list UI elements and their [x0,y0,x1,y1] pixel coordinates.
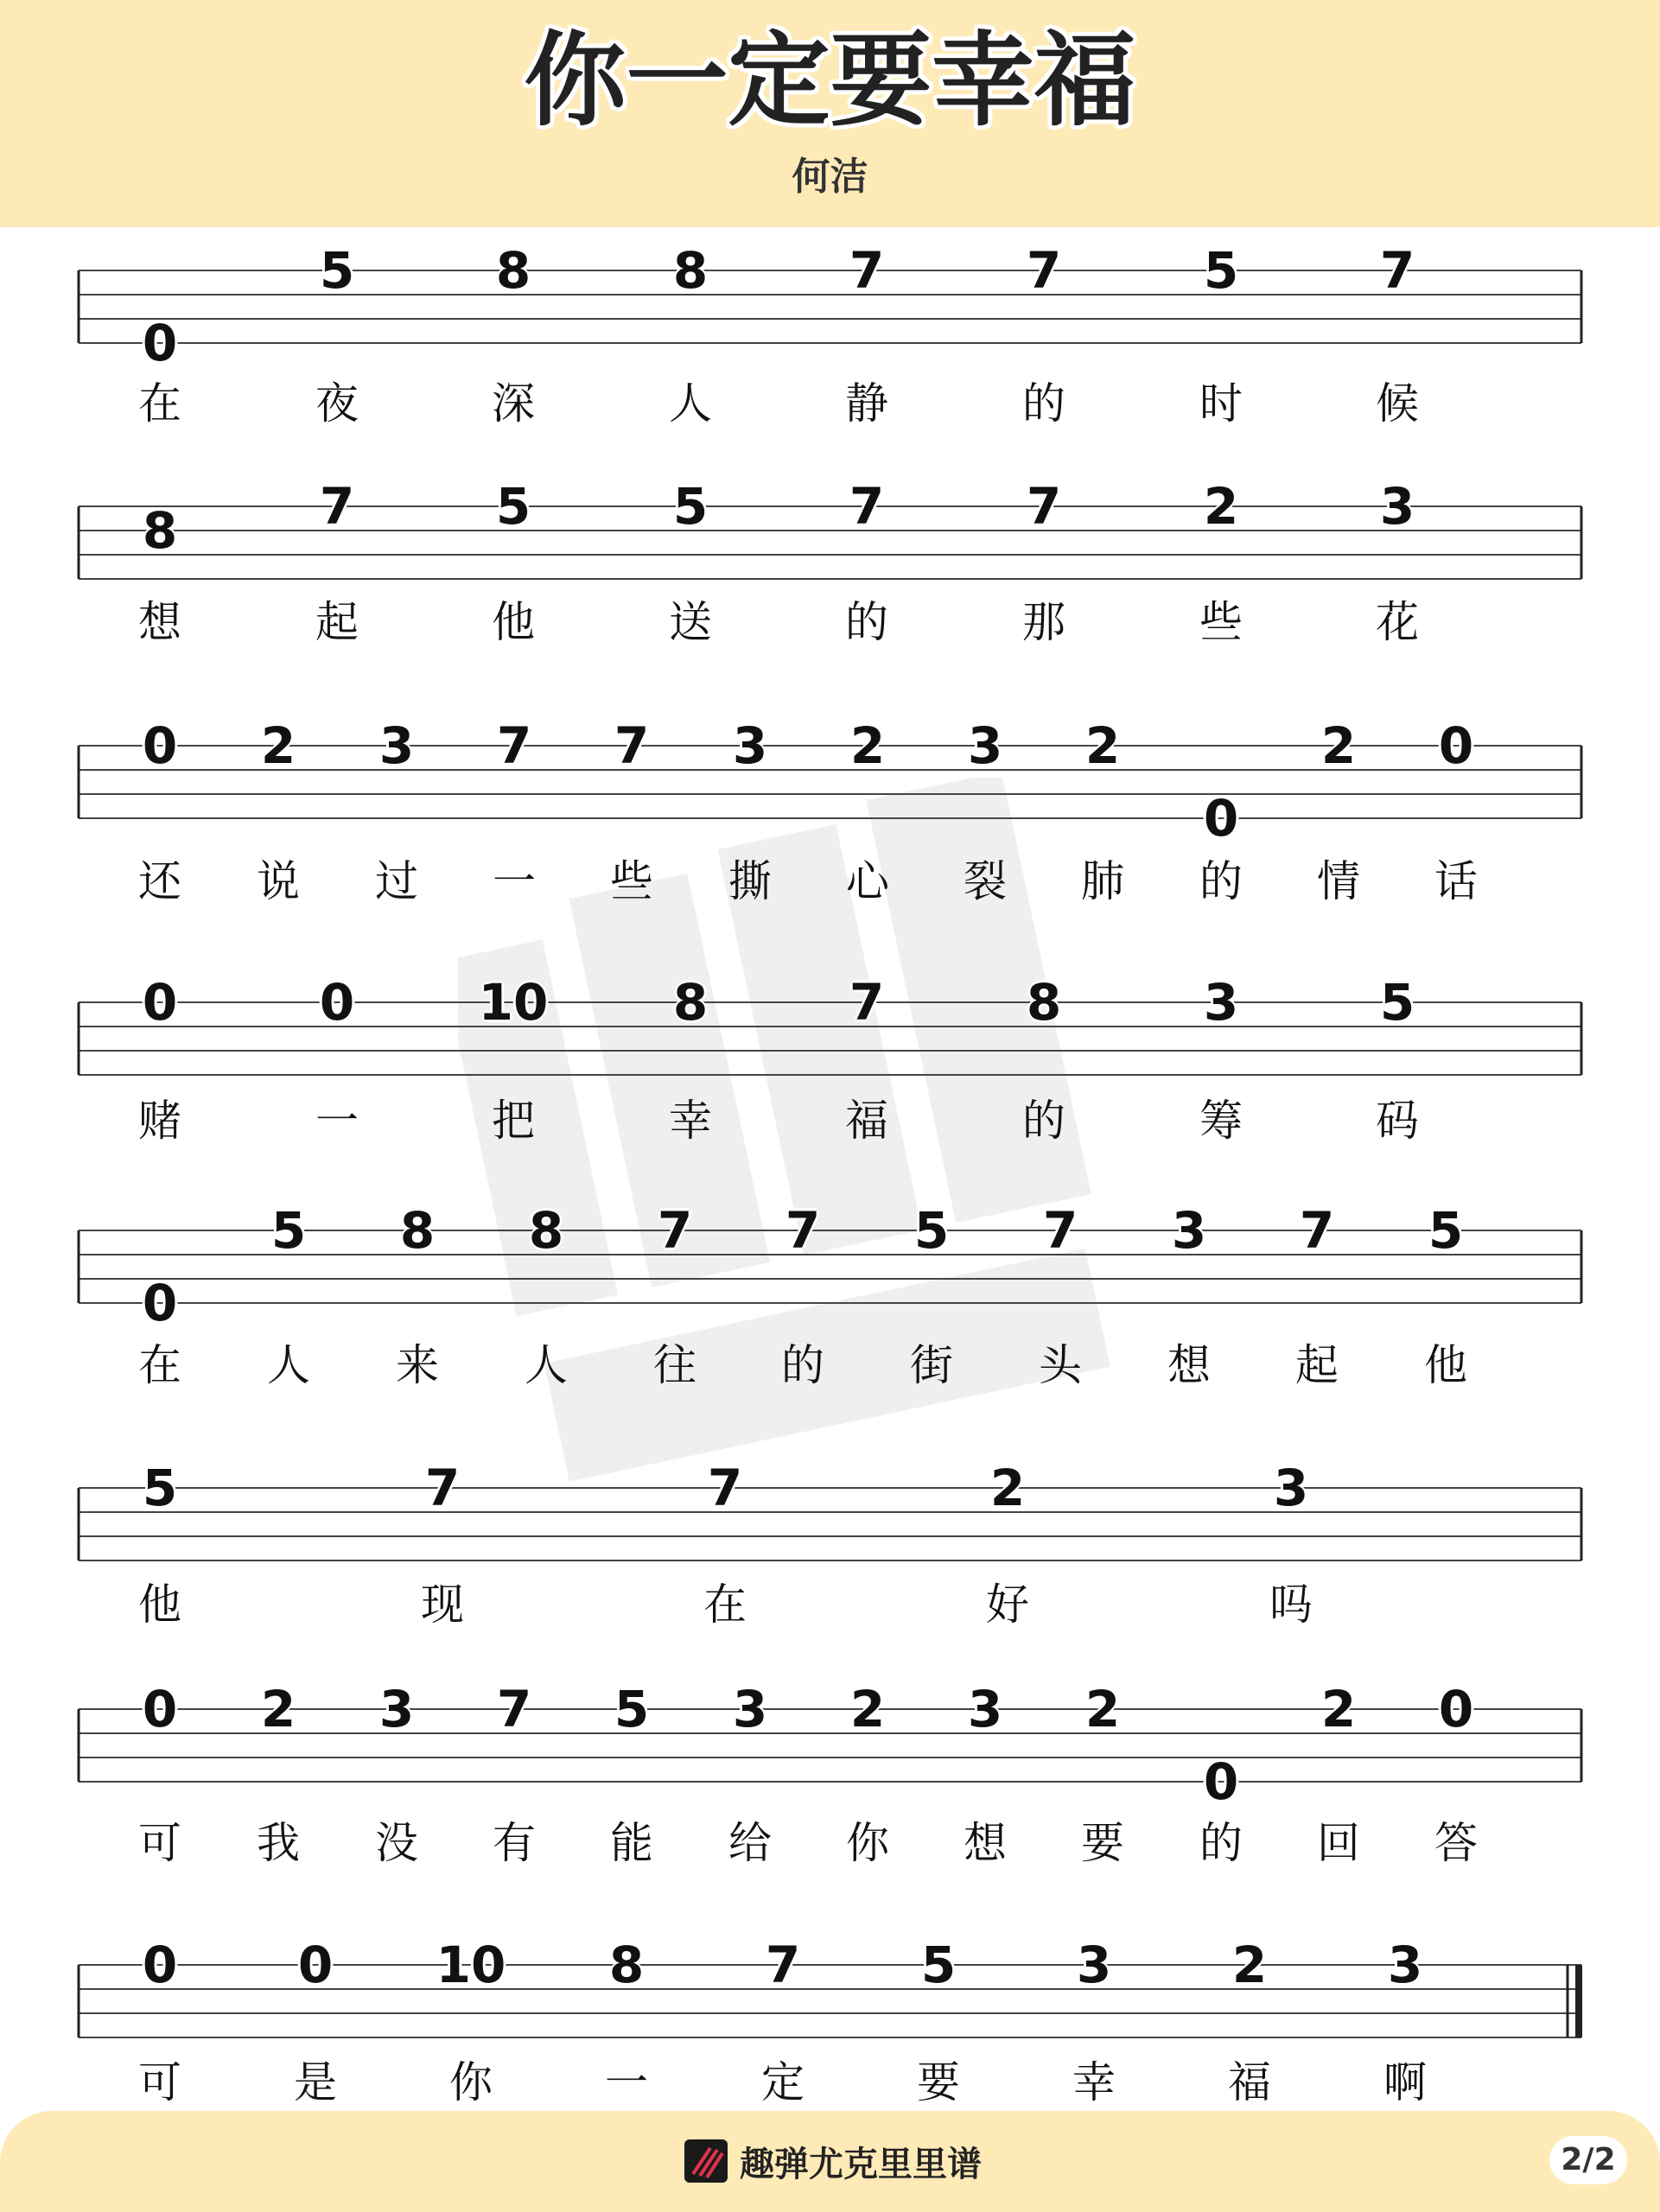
fret-number: 7 [849,477,885,536]
lyric-char: 头 [1039,1340,1082,1390]
lyric-char: 有 [493,1818,536,1868]
fret-number: 2 [1320,1680,1357,1738]
lyric-char: 要 [917,2057,960,2107]
lyric-char: 回 [1317,1818,1360,1868]
fret-number: 7 [1042,1201,1078,1260]
lyric-char: 想 [138,597,181,647]
lyric-char: 人 [669,378,712,429]
fret-number: 8 [672,241,709,300]
fret-number: 10 [436,1936,506,1994]
lyric-char: 候 [1376,378,1419,429]
fret-number: 7 [424,1459,461,1517]
lyric-char: 他 [492,597,535,647]
song-title: 你一定要幸福 [524,21,1136,140]
lyric-char: 的 [1199,1818,1243,1868]
fret-number: 3 [378,716,415,775]
lyric-char: 心 [846,856,889,906]
lyric-char: 可 [138,2057,181,2107]
fret-number: 2 [1320,716,1357,775]
lyric-char: 吗 [1269,1580,1313,1630]
fret-number: 0 [142,1936,178,1994]
lyric-char: 在 [703,1580,747,1630]
lyric-char: 起 [1295,1340,1339,1390]
lyric-char: 起 [315,597,359,647]
lyric-char: 在 [138,1340,181,1390]
lyric-char: 些 [1199,597,1243,647]
fret-number: 7 [1379,241,1415,300]
header-banner [0,0,1660,227]
fret-number: 3 [378,1680,415,1738]
fret-number: 0 [319,973,355,1032]
lyric-char: 你 [846,1818,889,1868]
fret-number: 8 [495,241,531,300]
fret-number: 7 [849,973,885,1032]
fret-number: 8 [608,1936,645,1994]
lyric-char: 你 [449,2057,493,2107]
fret-number: 0 [297,1936,334,1994]
fret-number: 3 [1387,1936,1423,1994]
lyric-char: 的 [1022,1096,1065,1146]
lyric-char: 时 [1199,378,1243,429]
fret-number: 3 [1076,1936,1112,1994]
lyric-char: 的 [1199,856,1243,906]
fret-number: 5 [672,477,709,536]
fret-number: 0 [1203,1752,1239,1811]
lyric-char: 一 [315,1096,359,1146]
lyric-char: 福 [845,1096,888,1146]
fret-number: 5 [1203,241,1239,300]
fret-number: 2 [1084,1680,1121,1738]
staff-lines [0,1707,1660,1783]
fret-number: 7 [614,716,650,775]
lyric-char: 筹 [1199,1096,1243,1146]
fret-number: 3 [1171,1201,1207,1260]
brand-name: 趣弹尤克里里谱 [740,2144,982,2184]
lyric-char: 送 [669,597,712,647]
lyric-char: 夜 [315,378,359,429]
fret-number: 5 [319,241,355,300]
lyric-char: 把 [492,1096,535,1146]
brand [684,2136,982,2186]
fret-number: 8 [142,501,178,560]
fret-number: 0 [142,973,178,1032]
fret-number: 8 [528,1201,564,1260]
fret-number: 7 [849,241,885,300]
lyric-char: 答 [1434,1818,1478,1868]
lyric-char: 啊 [1383,2057,1427,2107]
fret-number: 3 [1273,1459,1309,1517]
page-indicator: 2/2 [1549,2136,1627,2184]
fret-number: 2 [1231,1936,1268,1994]
lyric-char: 想 [964,1818,1007,1868]
fret-number: 7 [1026,477,1062,536]
lyric-char: 一 [493,856,536,906]
lyric-char: 可 [138,1818,181,1868]
lyric-char: 话 [1434,856,1478,906]
fret-number: 2 [849,1680,886,1738]
fret-number: 5 [495,477,531,536]
lyric-char: 静 [845,378,888,429]
lyric-char: 他 [1424,1340,1467,1390]
fret-number: 2 [260,1680,296,1738]
lyric-char: 给 [728,1818,772,1868]
lyric-char: 花 [1376,597,1419,647]
fret-number: 0 [1203,789,1239,848]
lyric-char: 我 [257,1818,300,1868]
fret-number: 0 [142,314,178,372]
lyric-char: 福 [1228,2057,1271,2107]
fret-number: 0 [142,716,178,775]
fret-number: 2 [1203,477,1239,536]
fret-number: 7 [496,1680,532,1738]
fret-number: 3 [1379,477,1415,536]
fret-number: 5 [920,1936,957,1994]
lyric-char: 的 [1022,378,1065,429]
fret-number: 7 [657,1201,693,1260]
fret-number: 5 [1379,973,1415,1032]
brand-logo-icon [684,2139,728,2183]
fret-number: 3 [967,1680,1003,1738]
lyric-char: 要 [1081,1818,1124,1868]
fret-number: 5 [913,1201,950,1260]
lyric-char: 深 [492,378,535,429]
fret-number: 5 [142,1459,178,1517]
lyric-char: 想 [1167,1340,1211,1390]
staff-lines [0,1486,1660,1562]
lyric-char: 撕 [728,856,772,906]
lyric-char: 在 [138,378,181,429]
fret-number: 3 [732,716,768,775]
lyric-char: 一 [605,2057,648,2107]
fret-number: 3 [1203,973,1239,1032]
lyric-char: 能 [610,1818,653,1868]
lyric-char: 是 [294,2057,337,2107]
fret-number: 0 [1438,716,1474,775]
lyric-char: 赌 [138,1096,181,1146]
lyric-char: 还 [138,856,181,906]
lyric-char: 过 [375,856,418,906]
fret-number: 2 [1084,716,1121,775]
fret-number: 7 [319,477,355,536]
fret-number: 0 [142,1680,178,1738]
lyric-char: 往 [653,1340,696,1390]
fret-number: 8 [1026,973,1062,1032]
lyric-char: 肺 [1081,856,1124,906]
fret-number: 8 [672,973,709,1032]
fret-number: 7 [707,1459,743,1517]
lyric-char: 码 [1376,1096,1419,1146]
fret-number: 0 [1438,1680,1474,1738]
lyric-char: 他 [138,1580,181,1630]
staff-lines [0,1229,1660,1305]
lyric-char: 幸 [1072,2057,1116,2107]
lyric-char: 街 [910,1340,953,1390]
artist-name: 何洁 [792,155,868,199]
fret-number: 7 [1299,1201,1335,1260]
staff-lines [0,744,1660,820]
fret-number: 8 [399,1201,436,1260]
lyric-char: 那 [1022,597,1065,647]
fret-number: 0 [142,1274,178,1332]
lyric-char: 幸 [669,1096,712,1146]
lyric-char: 没 [375,1818,418,1868]
lyric-char: 来 [396,1340,439,1390]
fret-number: 5 [270,1201,307,1260]
fret-number: 2 [849,716,886,775]
fret-number: 7 [765,1936,801,1994]
lyric-char: 现 [421,1580,464,1630]
lyric-char: 定 [761,2057,805,2107]
fret-number: 2 [989,1459,1026,1517]
lyric-char: 的 [781,1340,824,1390]
fret-number: 5 [614,1680,650,1738]
lyric-char: 的 [845,597,888,647]
fret-number: 7 [496,716,532,775]
lyric-char: 些 [610,856,653,906]
fret-number: 3 [967,716,1003,775]
fret-number: 2 [260,716,296,775]
lyric-char: 裂 [964,856,1007,906]
lyric-char: 说 [257,856,300,906]
fret-number: 5 [1428,1201,1464,1260]
lyric-char: 情 [1317,856,1360,906]
lyric-char: 人 [525,1340,568,1390]
fret-number: 7 [785,1201,821,1260]
lyric-char: 人 [267,1340,310,1390]
fret-number: 10 [478,973,549,1032]
fret-number: 7 [1026,241,1062,300]
fret-number: 3 [732,1680,768,1738]
lyric-char: 好 [986,1580,1029,1630]
